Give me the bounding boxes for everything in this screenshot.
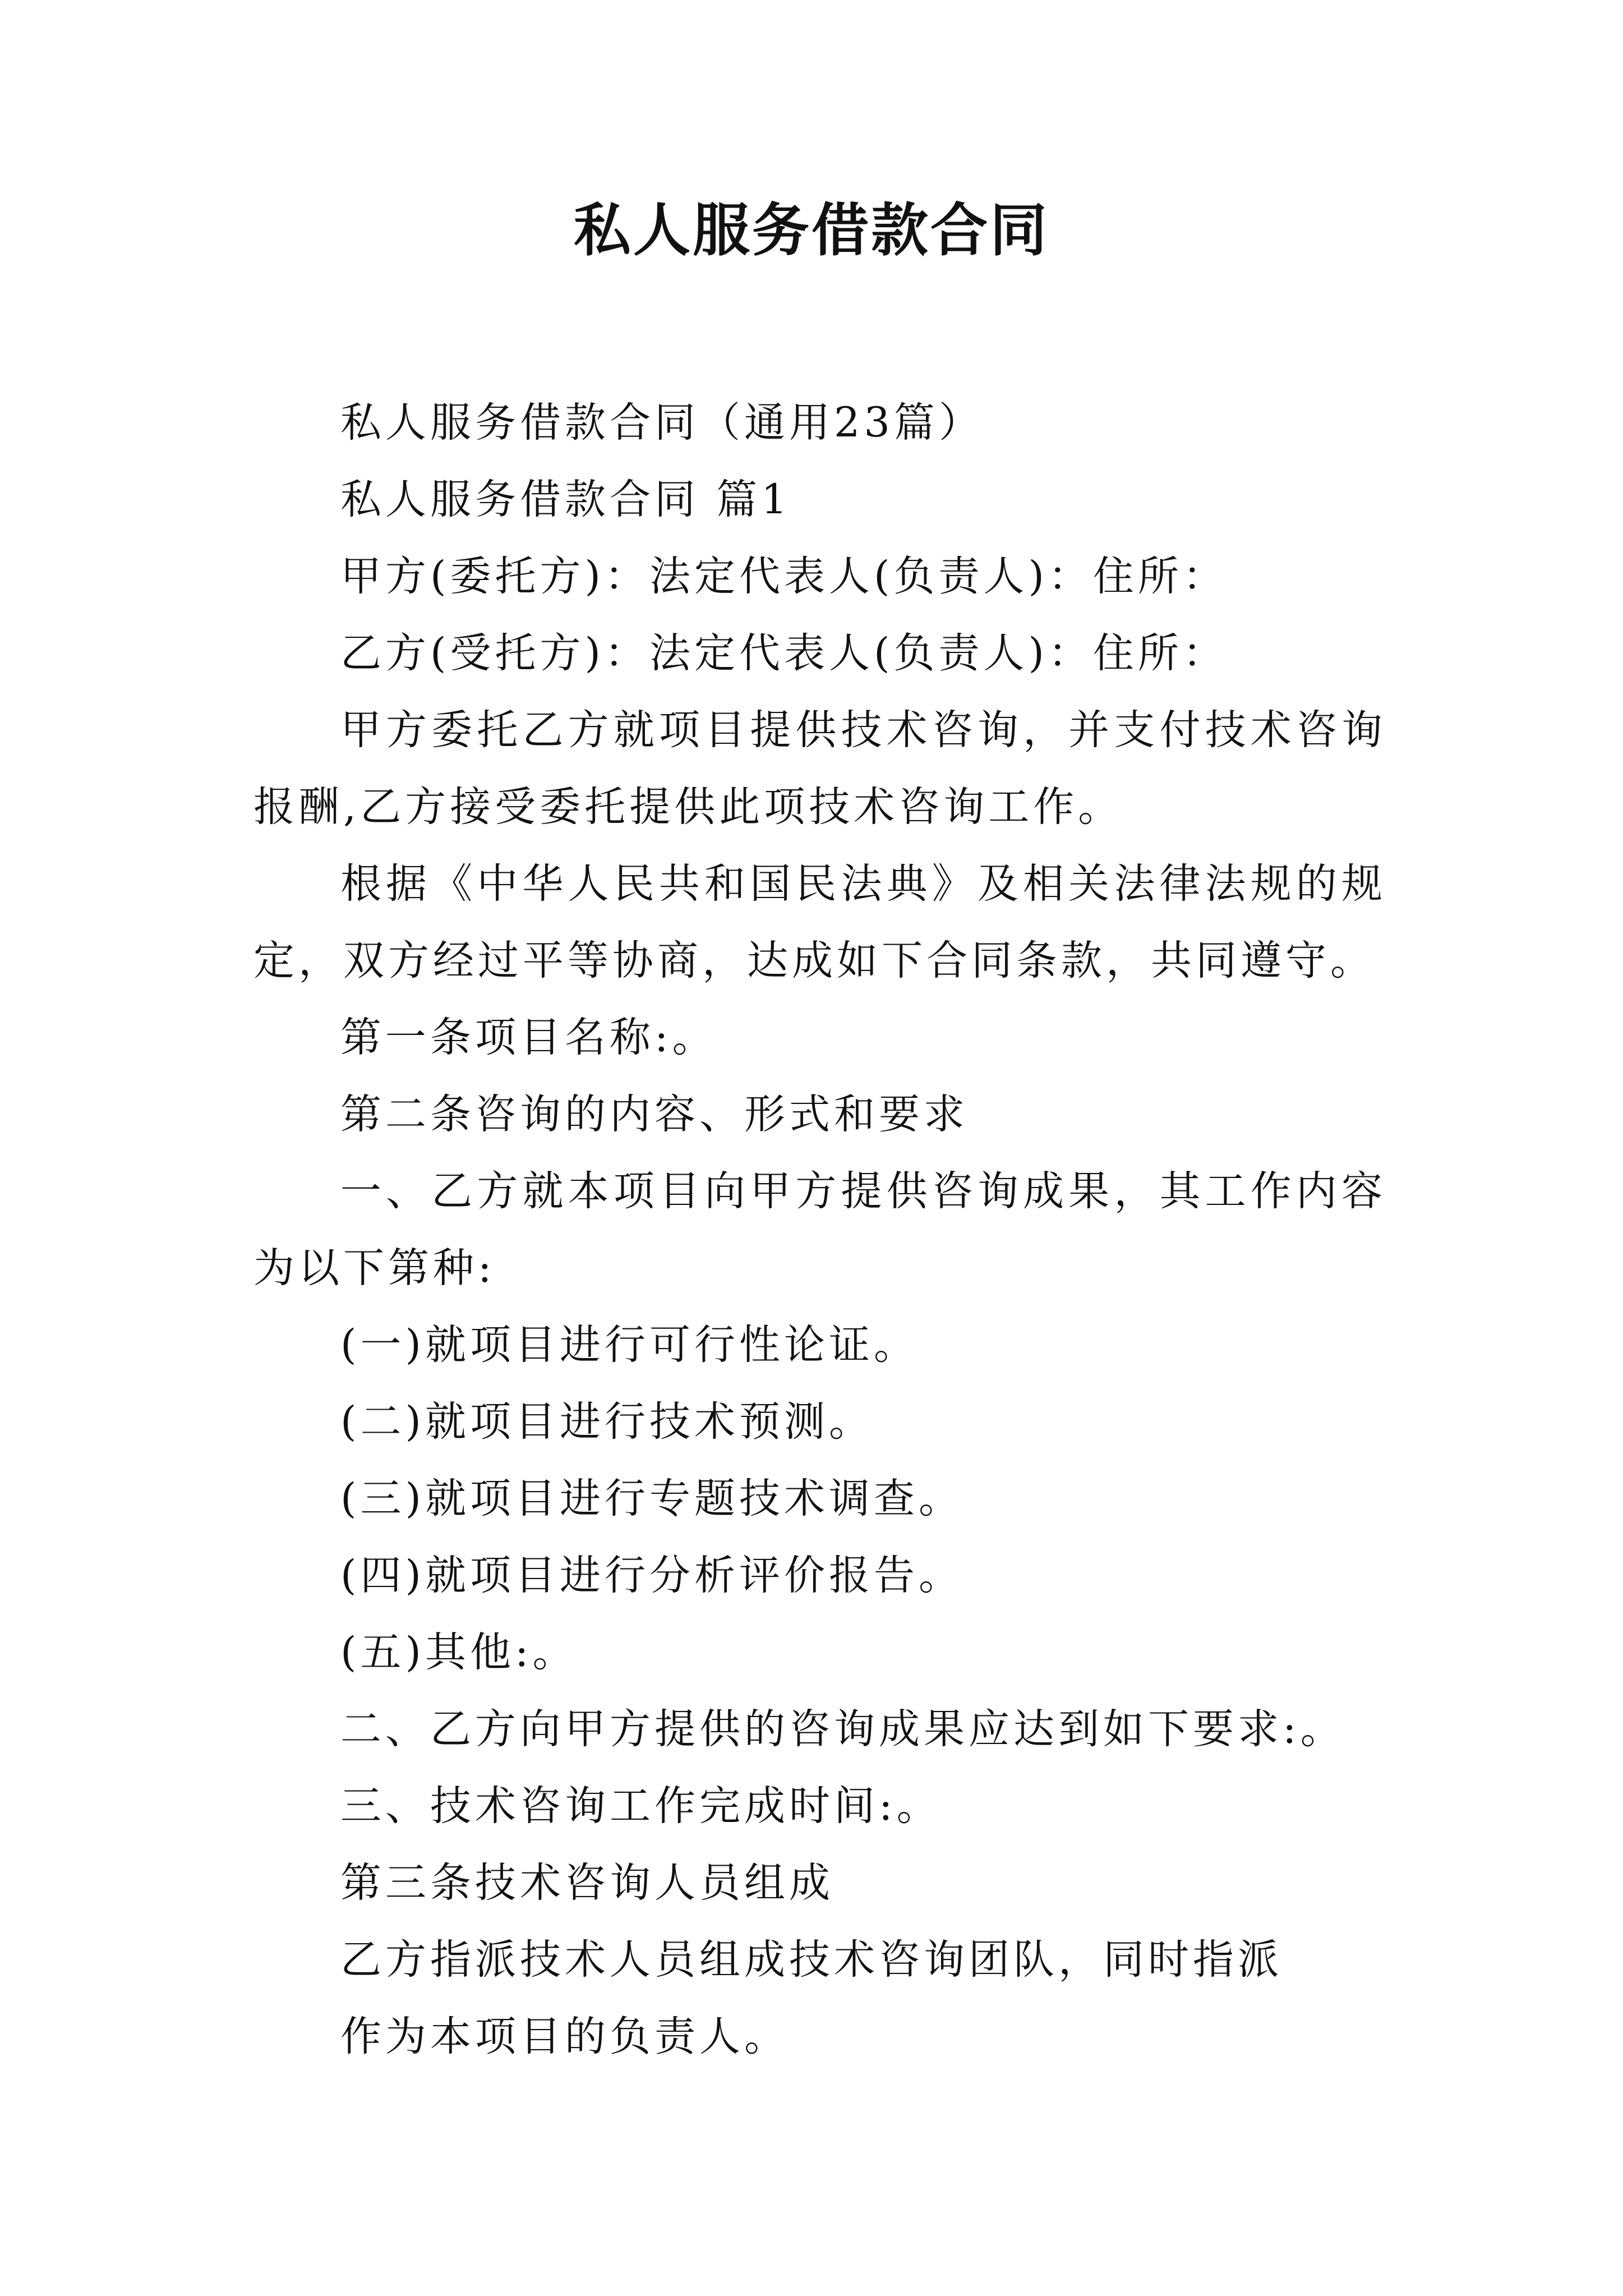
paragraph: 第二条咨询的内容、形式和要求 [340,1091,969,1138]
paragraph: 第三条技术咨询人员组成 [340,1859,834,1907]
paragraph: 一、乙方就本项目向甲方提供咨询成果，其工作内容为以下第种: [253,1167,1386,1292]
paragraph: 作为本项目的负责人。 [340,2013,789,2060]
paragraph: 根据《中华人民共和国民法典》及相关法律法规的规定，双方经过平等协商，达成如下合同条款，共同遵守。 [253,860,1386,984]
paragraph: (一)就项目进行可行性论证。 [340,1321,919,1369]
paragraph: 私人服务借款合同 篇1 [340,476,791,523]
paragraph: (三)就项目进行专题技术调查。 [340,1475,963,1522]
paragraph: 第一条项目名称:。 [340,1014,717,1061]
paragraph: 乙方指派技术人员组成技术咨询团队，同时指派 [340,1936,1283,1984]
paragraph: (二)就项目进行技术预测。 [340,1398,874,1446]
paragraph: 三、技术咨询工作完成时间:。 [340,1782,942,1830]
paragraph: 私人服务借款合同（通用23篇） [340,399,984,447]
paragraph: (四)就项目进行分析评价报告。 [340,1552,963,1599]
document-title: 私人服务借款合同 [574,197,1049,264]
paragraph: 乙方(受托方)：法定代表人(负责人)：住所： [340,629,1228,677]
paragraph: (五)其他:。 [340,1628,578,1676]
document-body [253,384,1386,2075]
paragraph: 甲方委托乙方就项目提供技术咨询，并支付技术咨询报酬,乙方接受委托提供此项技术咨询工作。 [253,706,1386,831]
paragraph: 甲方(委托方)：法定代表人(负责人)：住所： [340,553,1228,600]
paragraph: 二、乙方向甲方提供的咨询成果应达到如下要求:。 [340,1705,1345,1753]
